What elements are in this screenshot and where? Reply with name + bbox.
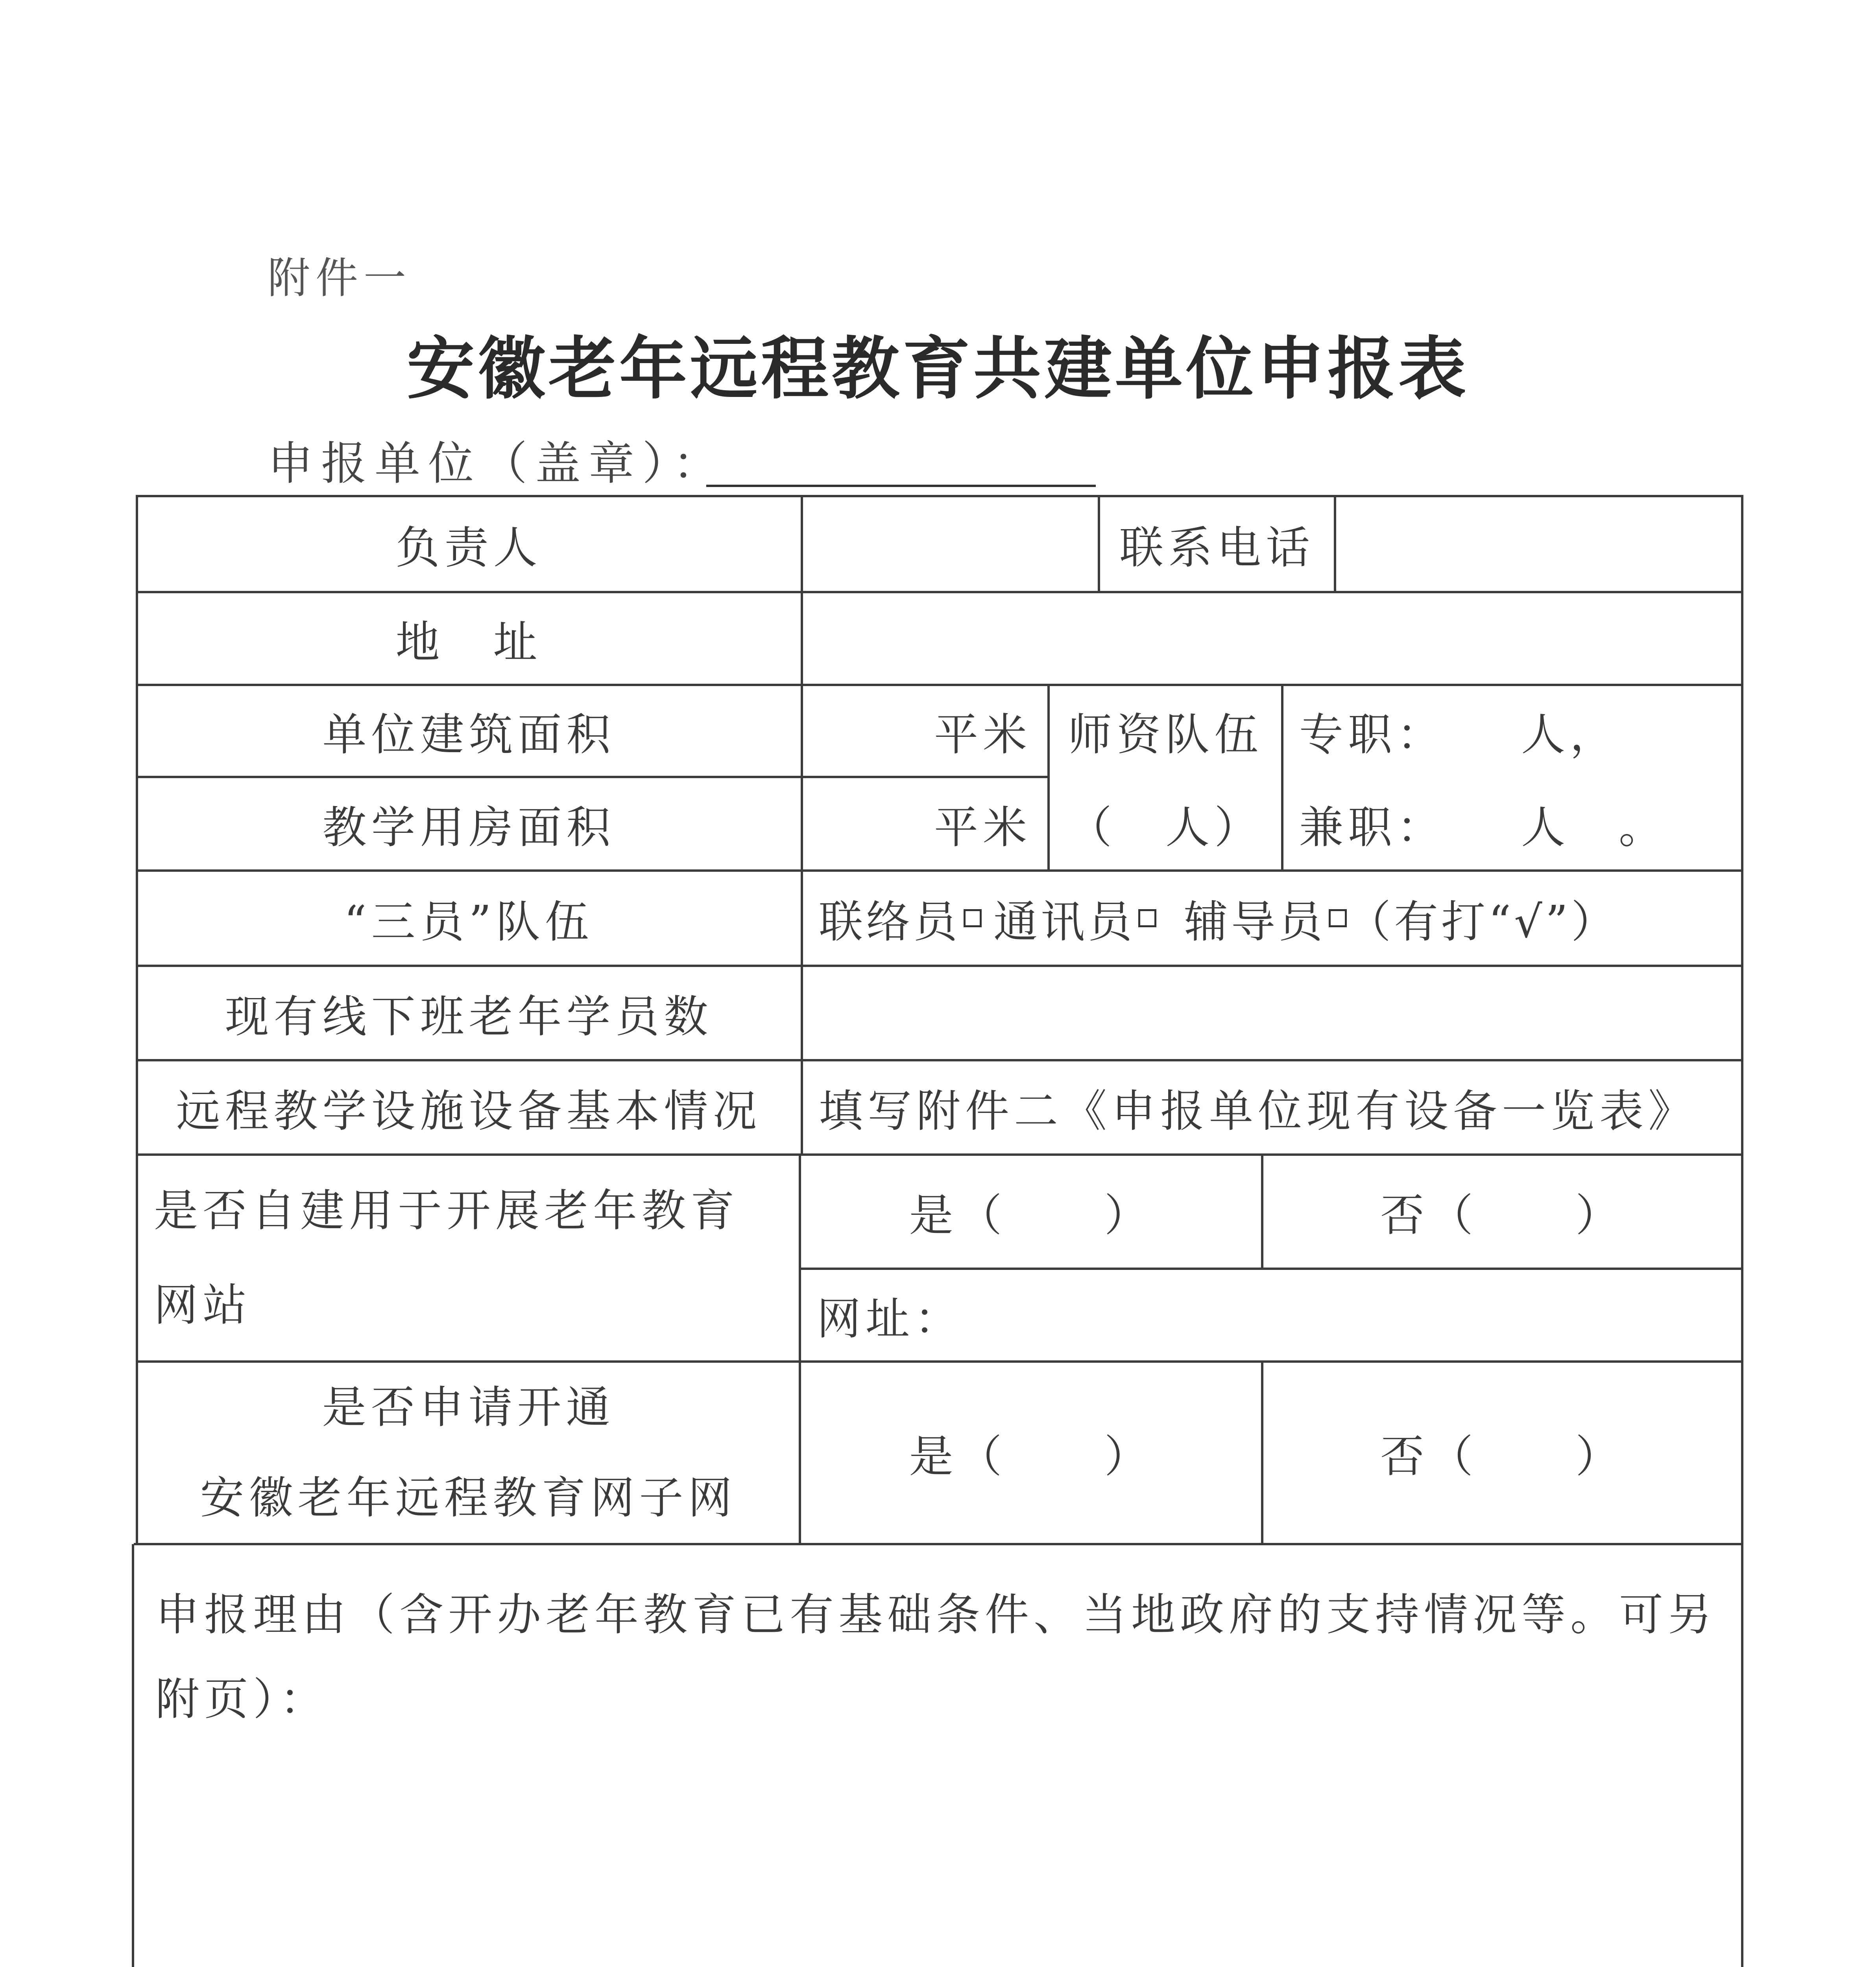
website-no-option[interactable]: 否（ ）	[1380, 1190, 1624, 1241]
website-question	[138, 1156, 799, 1360]
three-staff-options	[803, 872, 1741, 965]
address-label: 地 址	[395, 616, 542, 668]
website-yes-option[interactable]: 是（ ）	[909, 1190, 1153, 1241]
equipment-instruction: 填写附件二《申报单位现有设备一览表》	[819, 1085, 1697, 1137]
contact-phone-input[interactable]	[1336, 497, 1741, 591]
contact-phone-label: 联系电话	[1119, 522, 1315, 574]
student-count-label: 现有线下班老年学员数	[225, 991, 713, 1043]
website-question-line1: 是否自建用于开展老年教育	[154, 1185, 739, 1236]
subnet-question	[138, 1363, 799, 1543]
three-staff-label: “三员”队伍	[344, 896, 594, 948]
subnet-no-option[interactable]: 否（ ）	[1380, 1431, 1624, 1482]
teaching-area-unit[interactable]: 平米	[934, 802, 1032, 853]
subnet-yes-option[interactable]: 是（ ）	[909, 1431, 1153, 1482]
website-question-line2: 网站	[154, 1280, 251, 1331]
address-input[interactable]	[803, 593, 1741, 684]
faculty-label: 师资队伍	[1068, 709, 1263, 760]
subnet-question-line1: 是否申请开通	[322, 1382, 615, 1433]
table-border-right	[1741, 495, 1743, 1967]
attachment-label: 附件一	[268, 254, 412, 303]
website-url-label[interactable]: 网址：	[817, 1293, 963, 1345]
fulltime-faculty[interactable]: 专职： 人，	[1299, 709, 1619, 760]
applicant-label: 申报单位（盖章）：	[268, 437, 726, 490]
building-area-label: 单位建筑面积	[322, 709, 615, 760]
tutor-checkbox[interactable]	[1329, 909, 1347, 927]
equipment-label: 远程教学设施设备基本情况	[176, 1085, 762, 1137]
correspondent-label: 通讯员	[993, 896, 1135, 948]
student-count-input[interactable]	[803, 967, 1741, 1059]
subnet-question-line2: 安徽老年远程教育网子网	[200, 1472, 737, 1524]
responsible-person-input[interactable]	[803, 497, 1098, 591]
reason-line2: 附页）：	[155, 1674, 329, 1725]
responsible-person-label: 负责人	[395, 522, 542, 574]
faculty-count[interactable]: （ 人）	[1068, 802, 1263, 853]
correspondent-checkbox[interactable]	[1138, 909, 1156, 927]
building-area-unit[interactable]: 平米	[934, 709, 1032, 760]
tutor-label: 辅导员	[1184, 896, 1326, 948]
parttime-faculty[interactable]: 兼职： 人 。	[1299, 802, 1667, 853]
teaching-area-label: 教学用房面积	[322, 802, 615, 853]
reason-line1: 申报理由（含开办老年教育已有基础条件、当地政府的支持情况等。可另	[155, 1589, 1717, 1640]
liaison-checkbox[interactable]	[964, 909, 982, 927]
liaison-label: 联络员	[819, 896, 960, 948]
table-border-left-lower	[132, 1544, 134, 1967]
applicant-signature-line[interactable]	[706, 485, 1096, 487]
checkmark-note: （有打“√”）	[1347, 896, 1618, 948]
application-reason-box[interactable]	[136, 1545, 1741, 1967]
form-title: 安徽老年远程教育共建单位申报表	[407, 328, 1469, 408]
